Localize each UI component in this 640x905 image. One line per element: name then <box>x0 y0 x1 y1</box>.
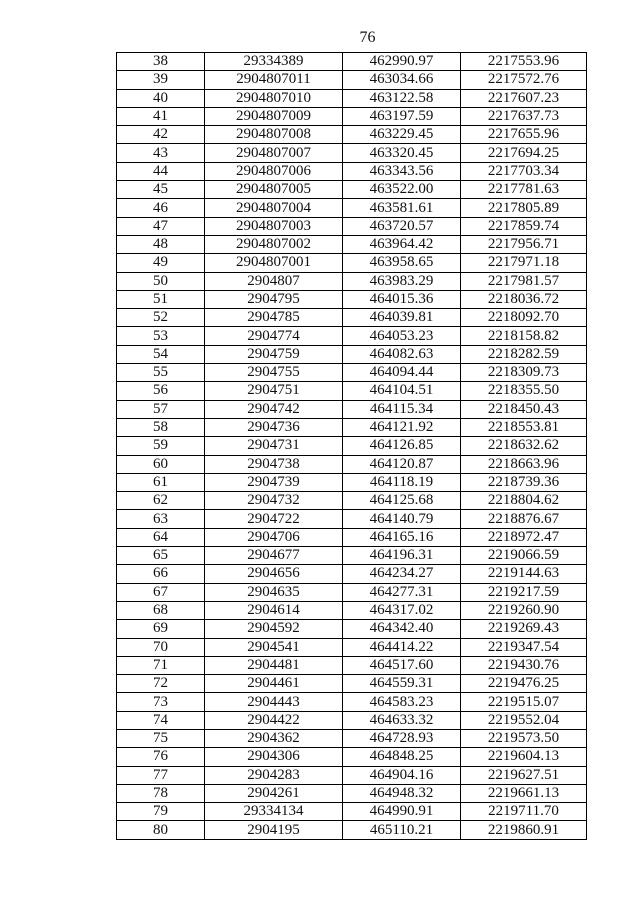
y-coordinate-cell: 2219860.91 <box>461 821 587 839</box>
y-coordinate-cell: 2218553.81 <box>461 418 587 436</box>
point-number-cell: 54 <box>117 345 205 363</box>
point-id-cell: 29334389 <box>205 53 343 71</box>
point-id-cell: 2904283 <box>205 766 343 784</box>
table-row <box>117 162 587 180</box>
x-coordinate-cell: 464234.27 <box>343 565 461 583</box>
x-coordinate-cell: 464118.19 <box>343 473 461 491</box>
point-id-cell: 2904807005 <box>205 181 343 199</box>
table-row <box>117 766 587 784</box>
point-id-cell: 2904807002 <box>205 235 343 253</box>
x-coordinate-cell: 464317.02 <box>343 601 461 619</box>
y-coordinate-cell: 2219144.63 <box>461 565 587 583</box>
point-number-cell: 75 <box>117 729 205 747</box>
point-number-cell: 63 <box>117 510 205 528</box>
y-coordinate-cell: 2217981.57 <box>461 272 587 290</box>
x-coordinate-cell: 464104.51 <box>343 382 461 400</box>
y-coordinate-cell: 2218663.96 <box>461 455 587 473</box>
point-number-cell: 38 <box>117 53 205 71</box>
y-coordinate-cell: 2219430.76 <box>461 656 587 674</box>
table-row <box>117 400 587 418</box>
point-id-cell: 2904481 <box>205 656 343 674</box>
point-id-cell: 2904677 <box>205 547 343 565</box>
table-row <box>117 199 587 217</box>
x-coordinate-cell: 464904.16 <box>343 766 461 784</box>
table-row <box>117 309 587 327</box>
point-number-cell: 51 <box>117 290 205 308</box>
point-id-cell: 2904195 <box>205 821 343 839</box>
table-row <box>117 107 587 125</box>
x-coordinate-cell: 464094.44 <box>343 364 461 382</box>
table-row <box>117 235 587 253</box>
x-coordinate-cell: 464414.22 <box>343 638 461 656</box>
x-coordinate-cell: 463983.29 <box>343 272 461 290</box>
table-row <box>117 455 587 473</box>
point-id-cell: 2904807003 <box>205 217 343 235</box>
point-number-cell: 39 <box>117 71 205 89</box>
y-coordinate-cell: 2219604.13 <box>461 748 587 766</box>
y-coordinate-cell: 2219711.70 <box>461 803 587 821</box>
y-coordinate-cell: 2219573.50 <box>461 729 587 747</box>
y-coordinate-cell: 2218092.70 <box>461 309 587 327</box>
y-coordinate-cell: 2217553.96 <box>461 53 587 71</box>
table-row <box>117 547 587 565</box>
x-coordinate-cell: 463964.42 <box>343 235 461 253</box>
x-coordinate-cell: 464728.93 <box>343 729 461 747</box>
x-coordinate-cell: 464517.60 <box>343 656 461 674</box>
point-id-cell: 2904656 <box>205 565 343 583</box>
x-coordinate-cell: 463343.56 <box>343 162 461 180</box>
table-row <box>117 364 587 382</box>
point-id-cell: 2904807001 <box>205 254 343 272</box>
point-id-cell: 2904736 <box>205 418 343 436</box>
point-id-cell: 2904635 <box>205 583 343 601</box>
x-coordinate-cell: 462990.97 <box>343 53 461 71</box>
point-id-cell: 2904807004 <box>205 199 343 217</box>
point-number-cell: 44 <box>117 162 205 180</box>
point-number-cell: 41 <box>117 107 205 125</box>
x-coordinate-cell: 463122.58 <box>343 89 461 107</box>
point-number-cell: 72 <box>117 675 205 693</box>
x-coordinate-cell: 464140.79 <box>343 510 461 528</box>
table-row <box>117 748 587 766</box>
table-row <box>117 418 587 436</box>
coordinates-table <box>116 52 587 840</box>
table-row <box>117 254 587 272</box>
y-coordinate-cell: 2218158.82 <box>461 327 587 345</box>
point-number-cell: 60 <box>117 455 205 473</box>
table-row <box>117 126 587 144</box>
table-row <box>117 528 587 546</box>
point-number-cell: 65 <box>117 547 205 565</box>
x-coordinate-cell: 463034.66 <box>343 71 461 89</box>
y-coordinate-cell: 2219476.25 <box>461 675 587 693</box>
y-coordinate-cell: 2218036.72 <box>461 290 587 308</box>
point-id-cell: 2904443 <box>205 693 343 711</box>
point-number-cell: 45 <box>117 181 205 199</box>
point-number-cell: 58 <box>117 418 205 436</box>
point-number-cell: 48 <box>117 235 205 253</box>
table-row <box>117 382 587 400</box>
y-coordinate-cell: 2218355.50 <box>461 382 587 400</box>
x-coordinate-cell: 464342.40 <box>343 620 461 638</box>
point-number-cell: 78 <box>117 784 205 802</box>
y-coordinate-cell: 2217805.89 <box>461 199 587 217</box>
point-id-cell: 2904755 <box>205 364 343 382</box>
y-coordinate-cell: 2218804.62 <box>461 492 587 510</box>
point-number-cell: 64 <box>117 528 205 546</box>
point-number-cell: 50 <box>117 272 205 290</box>
y-coordinate-cell: 2217781.63 <box>461 181 587 199</box>
point-number-cell: 47 <box>117 217 205 235</box>
point-number-cell: 70 <box>117 638 205 656</box>
point-id-cell: 2904807011 <box>205 71 343 89</box>
x-coordinate-cell: 463320.45 <box>343 144 461 162</box>
x-coordinate-cell: 464120.87 <box>343 455 461 473</box>
x-coordinate-cell: 464583.23 <box>343 693 461 711</box>
y-coordinate-cell: 2219661.13 <box>461 784 587 802</box>
point-number-cell: 43 <box>117 144 205 162</box>
point-id-cell: 2904722 <box>205 510 343 528</box>
x-coordinate-cell: 463522.00 <box>343 181 461 199</box>
y-coordinate-cell: 2217572.76 <box>461 71 587 89</box>
x-coordinate-cell: 464277.31 <box>343 583 461 601</box>
table-row <box>117 181 587 199</box>
point-id-cell: 2904739 <box>205 473 343 491</box>
point-number-cell: 46 <box>117 199 205 217</box>
point-id-cell: 2904731 <box>205 437 343 455</box>
table-row <box>117 693 587 711</box>
x-coordinate-cell: 463958.65 <box>343 254 461 272</box>
x-coordinate-cell: 465110.21 <box>343 821 461 839</box>
point-id-cell: 2904774 <box>205 327 343 345</box>
x-coordinate-cell: 464082.63 <box>343 345 461 363</box>
point-id-cell: 2904751 <box>205 382 343 400</box>
y-coordinate-cell: 2218632.62 <box>461 437 587 455</box>
x-coordinate-cell: 464015.36 <box>343 290 461 308</box>
point-number-cell: 52 <box>117 309 205 327</box>
y-coordinate-cell: 2219627.51 <box>461 766 587 784</box>
point-number-cell: 73 <box>117 693 205 711</box>
y-coordinate-cell: 2217655.96 <box>461 126 587 144</box>
page-number: 76 <box>359 29 376 46</box>
point-number-cell: 57 <box>117 400 205 418</box>
y-coordinate-cell: 2219515.07 <box>461 693 587 711</box>
x-coordinate-cell: 464559.31 <box>343 675 461 693</box>
y-coordinate-cell: 2218876.67 <box>461 510 587 528</box>
table-row <box>117 675 587 693</box>
point-id-cell: 2904732 <box>205 492 343 510</box>
x-coordinate-cell: 463720.57 <box>343 217 461 235</box>
table-row <box>117 492 587 510</box>
point-number-cell: 68 <box>117 601 205 619</box>
table-row <box>117 711 587 729</box>
table-row <box>117 71 587 89</box>
point-number-cell: 74 <box>117 711 205 729</box>
y-coordinate-cell: 2218739.36 <box>461 473 587 491</box>
point-number-cell: 67 <box>117 583 205 601</box>
table-row <box>117 473 587 491</box>
y-coordinate-cell: 2219260.90 <box>461 601 587 619</box>
point-id-cell: 2904807009 <box>205 107 343 125</box>
y-coordinate-cell: 2217694.25 <box>461 144 587 162</box>
point-id-cell: 2904742 <box>205 400 343 418</box>
x-coordinate-cell: 464125.68 <box>343 492 461 510</box>
point-number-cell: 61 <box>117 473 205 491</box>
table-row <box>117 803 587 821</box>
y-coordinate-cell: 2218972.47 <box>461 528 587 546</box>
x-coordinate-cell: 463581.61 <box>343 199 461 217</box>
x-coordinate-cell: 463229.45 <box>343 126 461 144</box>
x-coordinate-cell: 464948.32 <box>343 784 461 802</box>
point-id-cell: 2904795 <box>205 290 343 308</box>
point-id-cell: 2904306 <box>205 748 343 766</box>
table-row <box>117 821 587 839</box>
point-number-cell: 62 <box>117 492 205 510</box>
table-row <box>117 565 587 583</box>
point-id-cell: 2904261 <box>205 784 343 802</box>
y-coordinate-cell: 2218309.73 <box>461 364 587 382</box>
table-row <box>117 620 587 638</box>
table-row <box>117 217 587 235</box>
point-id-cell: 2904738 <box>205 455 343 473</box>
y-coordinate-cell: 2219269.43 <box>461 620 587 638</box>
point-id-cell: 2904362 <box>205 729 343 747</box>
point-number-cell: 79 <box>117 803 205 821</box>
table-row <box>117 729 587 747</box>
point-number-cell: 49 <box>117 254 205 272</box>
table-row <box>117 656 587 674</box>
table-row <box>117 53 587 71</box>
x-coordinate-cell: 464121.92 <box>343 418 461 436</box>
point-number-cell: 59 <box>117 437 205 455</box>
point-number-cell: 42 <box>117 126 205 144</box>
point-number-cell: 55 <box>117 364 205 382</box>
x-coordinate-cell: 464053.23 <box>343 327 461 345</box>
y-coordinate-cell: 2219217.59 <box>461 583 587 601</box>
point-id-cell: 29334134 <box>205 803 343 821</box>
table-row <box>117 89 587 107</box>
y-coordinate-cell: 2217956.71 <box>461 235 587 253</box>
point-number-cell: 40 <box>117 89 205 107</box>
point-id-cell: 2904461 <box>205 675 343 693</box>
point-id-cell: 2904706 <box>205 528 343 546</box>
table-row <box>117 510 587 528</box>
table-row <box>117 638 587 656</box>
y-coordinate-cell: 2217637.73 <box>461 107 587 125</box>
point-id-cell: 2904592 <box>205 620 343 638</box>
table-row <box>117 144 587 162</box>
y-coordinate-cell: 2218282.59 <box>461 345 587 363</box>
point-number-cell: 56 <box>117 382 205 400</box>
coordinates-table-body <box>117 53 587 840</box>
point-number-cell: 76 <box>117 748 205 766</box>
point-id-cell: 2904807006 <box>205 162 343 180</box>
x-coordinate-cell: 464633.32 <box>343 711 461 729</box>
point-number-cell: 77 <box>117 766 205 784</box>
point-number-cell: 80 <box>117 821 205 839</box>
y-coordinate-cell: 2217703.34 <box>461 162 587 180</box>
x-coordinate-cell: 464196.31 <box>343 547 461 565</box>
y-coordinate-cell: 2219347.54 <box>461 638 587 656</box>
table-row <box>117 327 587 345</box>
point-id-cell: 2904807 <box>205 272 343 290</box>
x-coordinate-cell: 464039.81 <box>343 309 461 327</box>
table-row <box>117 437 587 455</box>
x-coordinate-cell: 464165.16 <box>343 528 461 546</box>
y-coordinate-cell: 2219552.04 <box>461 711 587 729</box>
y-coordinate-cell: 2219066.59 <box>461 547 587 565</box>
table-row <box>117 583 587 601</box>
point-id-cell: 2904541 <box>205 638 343 656</box>
y-coordinate-cell: 2217859.74 <box>461 217 587 235</box>
point-id-cell: 2904807007 <box>205 144 343 162</box>
y-coordinate-cell: 2217971.18 <box>461 254 587 272</box>
point-number-cell: 69 <box>117 620 205 638</box>
table-row <box>117 601 587 619</box>
point-id-cell: 2904807008 <box>205 126 343 144</box>
x-coordinate-cell: 464848.25 <box>343 748 461 766</box>
point-id-cell: 2904614 <box>205 601 343 619</box>
point-number-cell: 71 <box>117 656 205 674</box>
table-row <box>117 290 587 308</box>
x-coordinate-cell: 463197.59 <box>343 107 461 125</box>
point-number-cell: 53 <box>117 327 205 345</box>
table-row <box>117 345 587 363</box>
point-id-cell: 2904759 <box>205 345 343 363</box>
point-id-cell: 2904807010 <box>205 89 343 107</box>
y-coordinate-cell: 2217607.23 <box>461 89 587 107</box>
point-number-cell: 66 <box>117 565 205 583</box>
table-row <box>117 784 587 802</box>
point-id-cell: 2904785 <box>205 309 343 327</box>
x-coordinate-cell: 464990.91 <box>343 803 461 821</box>
x-coordinate-cell: 464115.34 <box>343 400 461 418</box>
y-coordinate-cell: 2218450.43 <box>461 400 587 418</box>
point-id-cell: 2904422 <box>205 711 343 729</box>
table-row <box>117 272 587 290</box>
x-coordinate-cell: 464126.85 <box>343 437 461 455</box>
